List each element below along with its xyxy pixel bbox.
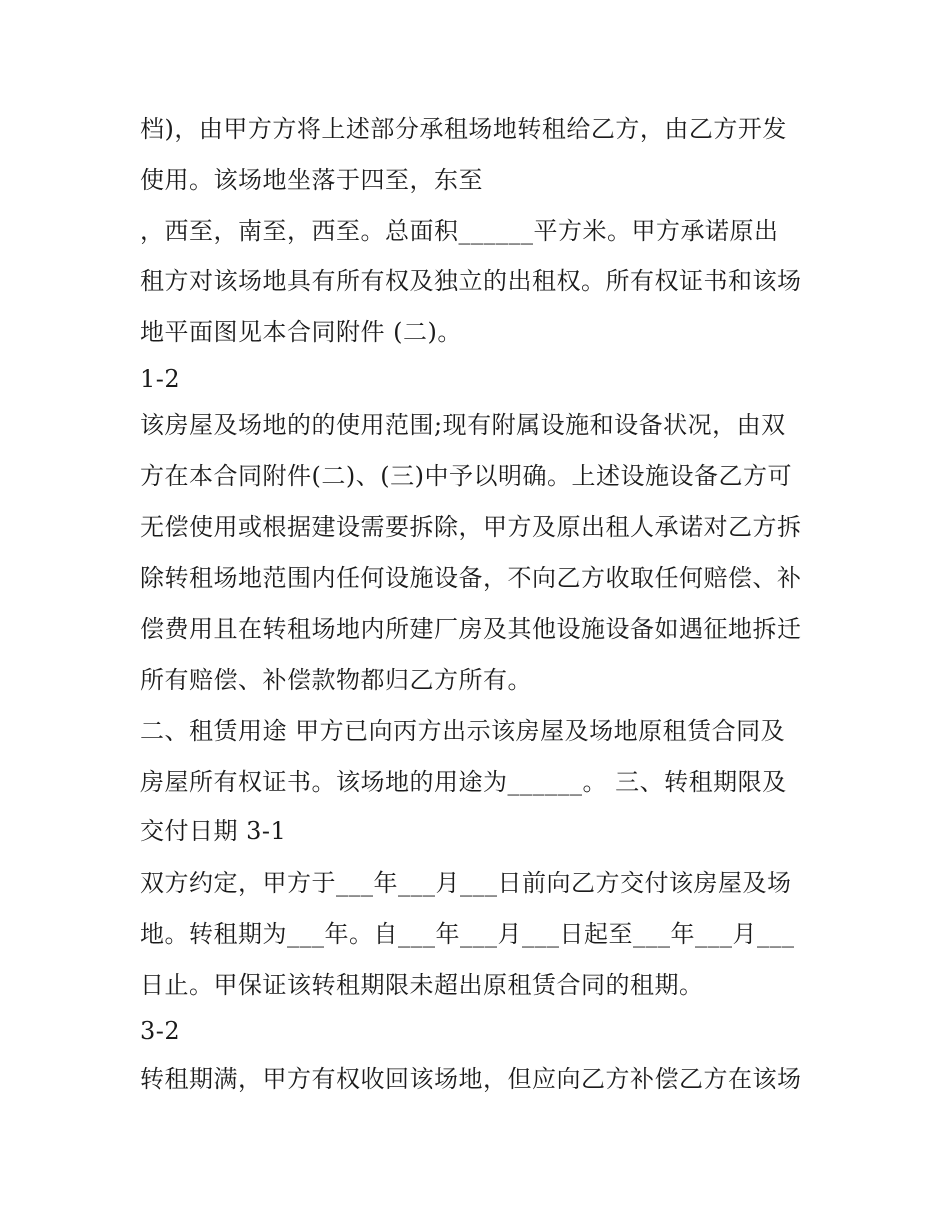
text-line: 该房屋及场地的的使用范围;现有附属设施和设备状况，由双 — [140, 411, 786, 439]
text-line: 地平面图见本合同附件 (二)。 — [140, 318, 462, 346]
text-line: 转租期满，甲方有权收回该场地，但应向乙方补偿乙方在该场 — [140, 1065, 802, 1093]
text-line: 档)，由甲方方将上述部分承租场地转租给乙方，由乙方开发 — [140, 115, 787, 143]
text-line: 所有赔偿、补偿款物都归乙方所有。 — [140, 666, 532, 694]
text-line: 方在本合同附件(二)、(三)中予以明确。上述设施设备乙方可 — [140, 462, 792, 490]
text-line: 偿费用且在转租场地内所建厂房及其他设施设备如遇征地拆迁 — [140, 615, 802, 643]
text-line: 地。转租期为___年。自___年___月___日起至___年___月___ — [140, 920, 795, 948]
text-line: 双方约定，甲方于___年___月___日前向乙方交付该房屋及场 — [140, 869, 792, 897]
text-line: 房屋所有权证书。该场地的用途为______。 三、转租期限及 — [140, 768, 787, 796]
text-line: 交付日期 3-1 — [140, 817, 287, 845]
text-line: 日止。甲保证该转租期限未超出原租赁合同的租期。 — [140, 971, 704, 999]
text-line: 二、租赁用途 甲方已向丙方出示该房屋及场地原租赁合同及 — [140, 717, 786, 745]
section-number: 1-2 — [140, 365, 181, 393]
text-line: 无偿使用或根据建设需要拆除，甲方及原出租人承诺对乙方拆 — [140, 513, 802, 541]
text-line: 除转租场地范围内任何设施设备，不向乙方收取任何赔偿、补 — [140, 564, 802, 592]
text-line: 使用。该场地坐落于四至，东至 — [140, 166, 483, 194]
text-line: ，西至，南至，西至。总面积______平方米。甲方承诺原出 — [140, 217, 779, 245]
text-line: 租方对该场地具有所有权及独立的出租权。所有权证书和该场 — [140, 267, 802, 295]
section-number: 3-2 — [140, 1017, 181, 1045]
